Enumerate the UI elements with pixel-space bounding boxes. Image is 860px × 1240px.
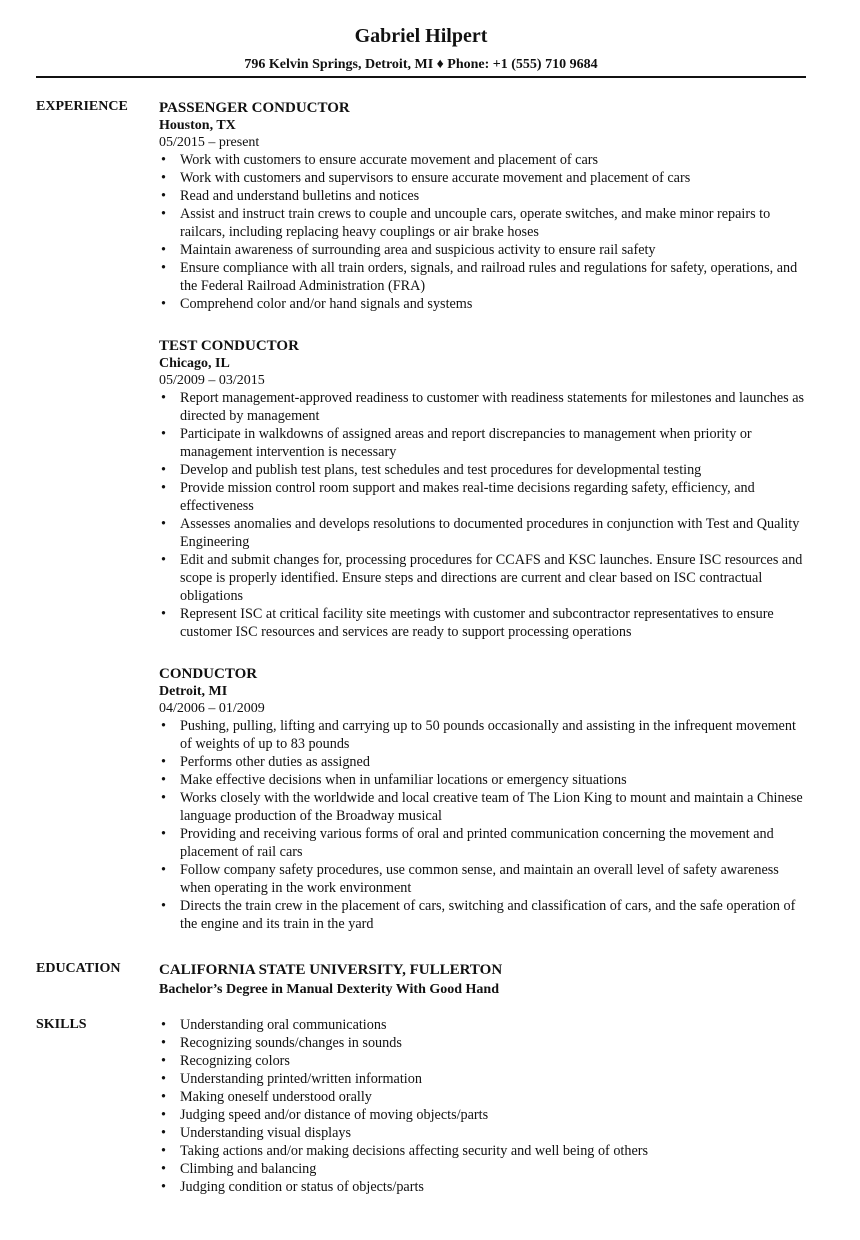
list-item: • Performs other duties as assigned bbox=[159, 753, 809, 771]
section-label-education: EDUCATION bbox=[36, 961, 121, 976]
job-entry bbox=[159, 337, 809, 641]
job-entry bbox=[159, 99, 809, 313]
list-item: • Assist and instruct train crews to couple and uncouple cars, operate switches, and make minor repairs to railcars, including replacing heavy couplings or air brake hoses bbox=[159, 205, 809, 241]
job-title: PASSENGER CONDUCTOR bbox=[159, 100, 350, 116]
degree: Bachelor’s Degree in Manual Dexterity With Good Hand bbox=[159, 982, 499, 997]
list-item: • Directs the train crew in the placement of cars, switching and classification of cars, and the safe operation of the engine and its train in the yard bbox=[159, 897, 809, 933]
list-item: • Read and understand bulletins and notices bbox=[159, 187, 809, 205]
list-item: • Understanding printed/written information bbox=[159, 1070, 809, 1088]
job-location: Detroit, MI bbox=[159, 684, 228, 699]
list-item: • Ensure compliance with all train orders, signals, and railroad rules and regulations for safety, operations, and the Federal Railroad Administration (FRA) bbox=[159, 259, 809, 295]
job-location: Chicago, IL bbox=[159, 356, 230, 371]
job-bullets bbox=[159, 389, 809, 641]
list-item: • Report management-approved readiness to customer with readiness statements for milestones and launches as directed by management bbox=[159, 389, 809, 425]
job-bullets bbox=[159, 151, 809, 313]
job-bullets bbox=[159, 717, 809, 933]
education-entry bbox=[159, 961, 809, 999]
list-item: • Work with customers to ensure accurate movement and placement of cars bbox=[159, 151, 809, 169]
job-dates: 05/2015 – present bbox=[159, 135, 260, 150]
job-title: TEST CONDUCTOR bbox=[159, 338, 299, 354]
list-item: • Represent ISC at critical facility site meetings with customer and subcontractor representatives to ensure customer ISC resources and services are ready to support processing operations bbox=[159, 605, 809, 641]
school-name: CALIFORNIA STATE UNIVERSITY, FULLERTON bbox=[159, 962, 503, 978]
job-entry bbox=[159, 665, 809, 933]
list-item: • Judging speed and/or distance of moving objects/parts bbox=[159, 1106, 809, 1124]
list-item: • Assesses anomalies and develops resolutions to documented procedures in conjunction with Test and Quality Engineering bbox=[159, 515, 809, 551]
list-item: • Understanding visual displays bbox=[159, 1124, 809, 1142]
list-item: • Work with customers and supervisors to ensure accurate movement and placement of cars bbox=[159, 169, 809, 187]
header-divider bbox=[36, 76, 806, 78]
list-item: • Provide mission control room support and makes real-time decisions regarding safety, efficiency, and effectiveness bbox=[159, 479, 809, 515]
list-item: • Understanding oral communications bbox=[159, 1016, 809, 1034]
list-item: • Recognizing sounds/changes in sounds bbox=[159, 1034, 809, 1052]
list-item: • Maintain awareness of surrounding area and suspicious activity to ensure rail safety bbox=[159, 241, 809, 259]
list-item: • Comprehend color and/or hand signals and systems bbox=[159, 295, 809, 313]
resume-header bbox=[36, 24, 806, 74]
job-title: CONDUCTOR bbox=[159, 666, 258, 682]
list-item: • Works closely with the worldwide and local creative team of The Lion King to mount and maintain a Chinese language production of the Broadway musical bbox=[159, 789, 809, 825]
list-item: • Pushing, pulling, lifting and carrying up to 50 pounds occasionally and assisting in the infrequent movement of weights of up to 83 pounds bbox=[159, 717, 809, 753]
list-item: • Make effective decisions when in unfamiliar locations or emergency situations bbox=[159, 771, 809, 789]
list-item: • Climbing and balancing bbox=[159, 1160, 809, 1178]
list-item: • Edit and submit changes for, processing procedures for CCAFS and KSC launches. Ensure ISC resources and scope is properly identified. Ensure steps and directions are current and clear based on ISC contractual obligations bbox=[159, 551, 809, 605]
candidate-name: Gabriel Hilpert bbox=[354, 25, 488, 47]
section-label-experience: EXPERIENCE bbox=[36, 99, 128, 114]
list-item: • Taking actions and/or making decisions affecting security and well being of others bbox=[159, 1142, 809, 1160]
contact-line: 796 Kelvin Springs, Detroit, MI ♦ Phone: +1 (555) 710 9684 bbox=[244, 57, 598, 72]
job-dates: 04/2006 – 01/2009 bbox=[159, 701, 265, 716]
list-item: • Develop and publish test plans, test schedules and test procedures for developmental testing bbox=[159, 461, 809, 479]
job-dates: 05/2009 – 03/2015 bbox=[159, 373, 265, 388]
list-item: • Follow company safety procedures, use common sense, and maintain an overall level of safety awareness when operating in the work environment bbox=[159, 861, 809, 897]
list-item: • Making oneself understood orally bbox=[159, 1088, 809, 1106]
list-item: • Judging condition or status of objects/parts bbox=[159, 1178, 809, 1196]
skills-list bbox=[159, 1016, 809, 1196]
list-item: • Providing and receiving various forms of oral and printed communication concerning the movement and placement of rail cars bbox=[159, 825, 809, 861]
list-item: • Recognizing colors bbox=[159, 1052, 809, 1070]
list-item: • Participate in walkdowns of assigned areas and report discrepancies to management when priority or management intervention is necessary bbox=[159, 425, 809, 461]
job-location: Houston, TX bbox=[159, 118, 236, 133]
section-label-skills: SKILLS bbox=[36, 1017, 87, 1032]
